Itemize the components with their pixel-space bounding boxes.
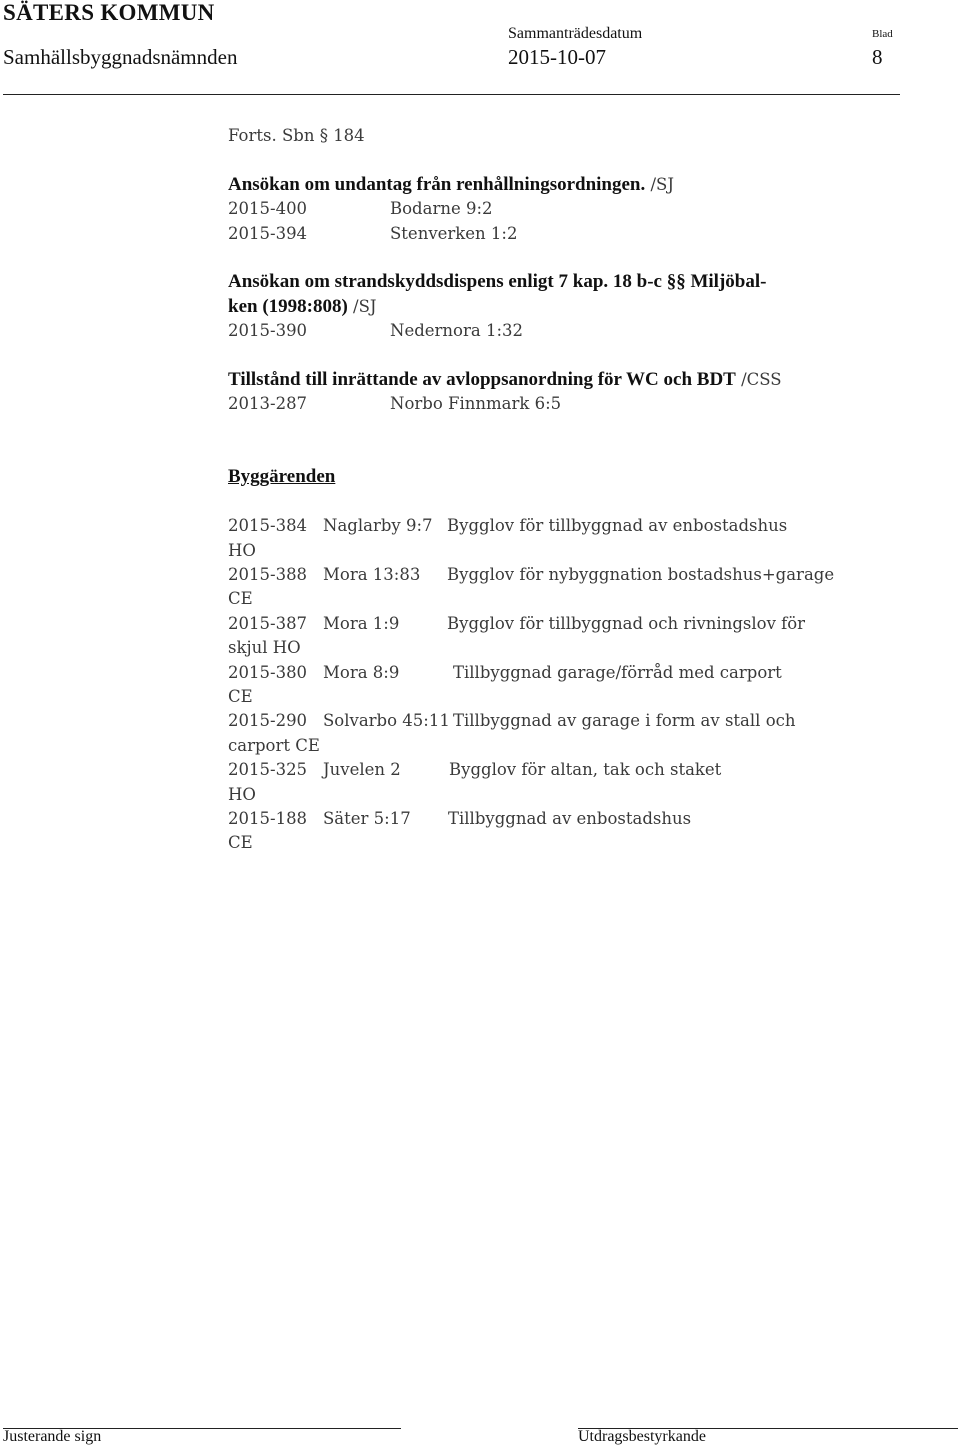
building-case-row [228, 514, 928, 538]
document-body [228, 124, 928, 856]
case-number: 2015-188 [228, 808, 308, 828]
property-name: Juvelen 2 [323, 760, 401, 780]
committee-name: Samhällsbyggnadsnämnden [3, 45, 238, 69]
section-sewage-permit [228, 368, 928, 392]
case-number: 2013-287 [228, 394, 308, 414]
building-case-handler: CE [228, 833, 253, 853]
case-description: Tillbyggnad av garage i form av stall och [453, 711, 796, 731]
handler-initials: /SJ [347, 296, 377, 316]
case-number: 2015-400 [228, 199, 308, 219]
section-waste-exemption [228, 173, 928, 197]
building-case-row [228, 709, 928, 733]
building-case-row [228, 612, 928, 636]
case-number: 2015-390 [228, 321, 308, 341]
case-description: Bygglov för nybyggnation bostadshus+garage [447, 565, 835, 585]
case-description: Bygglov för altan, tak och staket [449, 760, 722, 780]
case-description: Bygglov för tillbyggnad av enbostadshus [447, 516, 788, 536]
handler-initials: /CSS [735, 369, 782, 389]
case-row [228, 319, 928, 343]
case-number: 2015-384 [228, 516, 308, 536]
case-number: 2015-387 [228, 613, 308, 633]
building-case-handler: CE [228, 589, 253, 609]
building-cases-heading: Byggärenden [228, 466, 336, 488]
meeting-date-label: Sammanträdesdatum [508, 25, 643, 42]
property-name: Mora 8:9 [323, 662, 400, 682]
case-row [228, 392, 928, 416]
building-case-handler: HO [228, 540, 256, 560]
case-row [228, 222, 928, 246]
section-shoreline-dispensation [228, 270, 928, 294]
property-name: Norbo Finnmark 6:5 [390, 394, 562, 414]
case-description: Tillbyggnad av enbostadshus [448, 808, 692, 828]
building-case-handler: carport CE [228, 735, 320, 755]
header-divider [3, 94, 900, 95]
case-number: 2015-290 [228, 711, 308, 731]
property-name: Bodarne 9:2 [390, 199, 493, 219]
property-name: Nedernora 1:32 [390, 321, 523, 341]
section-title: Ansökan om strandskyddsdispens enligt 7 kap. 18 b-c §§ Miljöbal- [228, 271, 767, 293]
case-row [228, 197, 928, 221]
property-name: Mora 1:9 [323, 613, 400, 633]
case-description: Bygglov för tillbyggnad och rivningslov för [447, 613, 806, 633]
property-name: Naglarby 9:7 [323, 516, 433, 536]
building-case-row [228, 563, 928, 587]
building-case-handler: skjul HO [228, 638, 301, 658]
section-title: ken (1998:808) [228, 295, 348, 317]
continuation-note: Forts. Sbn § 184 [228, 126, 365, 145]
property-name: Stenverken 1:2 [390, 223, 518, 243]
case-number: 2015-394 [228, 223, 308, 243]
meeting-date: 2015-10-07 [508, 45, 606, 69]
building-case-handler: CE [228, 687, 253, 706]
page-number-label: Blad [872, 28, 893, 40]
footer-certification-label: Utdragsbestyrkande [578, 1428, 706, 1445]
building-cases-list [228, 514, 928, 855]
page-number: 8 [872, 45, 883, 69]
property-name: Solvarbo 45:11 [323, 711, 450, 731]
property-name: Mora 13:83 [323, 565, 421, 585]
property-name: Säter 5:17 [323, 808, 411, 828]
case-description: Tillbyggnad garage/förråd med carport [453, 662, 782, 682]
building-case-row [228, 758, 928, 782]
building-case-handler: HO [228, 784, 256, 804]
case-number: 2015-388 [228, 565, 308, 585]
handler-initials: /SJ [645, 174, 674, 194]
organization-name: SÄTERS KOMMUN [3, 0, 215, 25]
footer-initials-label: Justerande sign [3, 1428, 102, 1445]
section-title: Tillstånd till inrättande av avloppsanordning för WC och BDT [228, 368, 736, 390]
building-case-row [228, 661, 928, 685]
section-title-continued [228, 295, 928, 319]
building-case-row [228, 807, 928, 831]
section-title: Ansökan om undantag från renhållningsordningen. [228, 173, 646, 195]
case-number: 2015-325 [228, 760, 308, 780]
case-number: 2015-380 [228, 662, 308, 682]
